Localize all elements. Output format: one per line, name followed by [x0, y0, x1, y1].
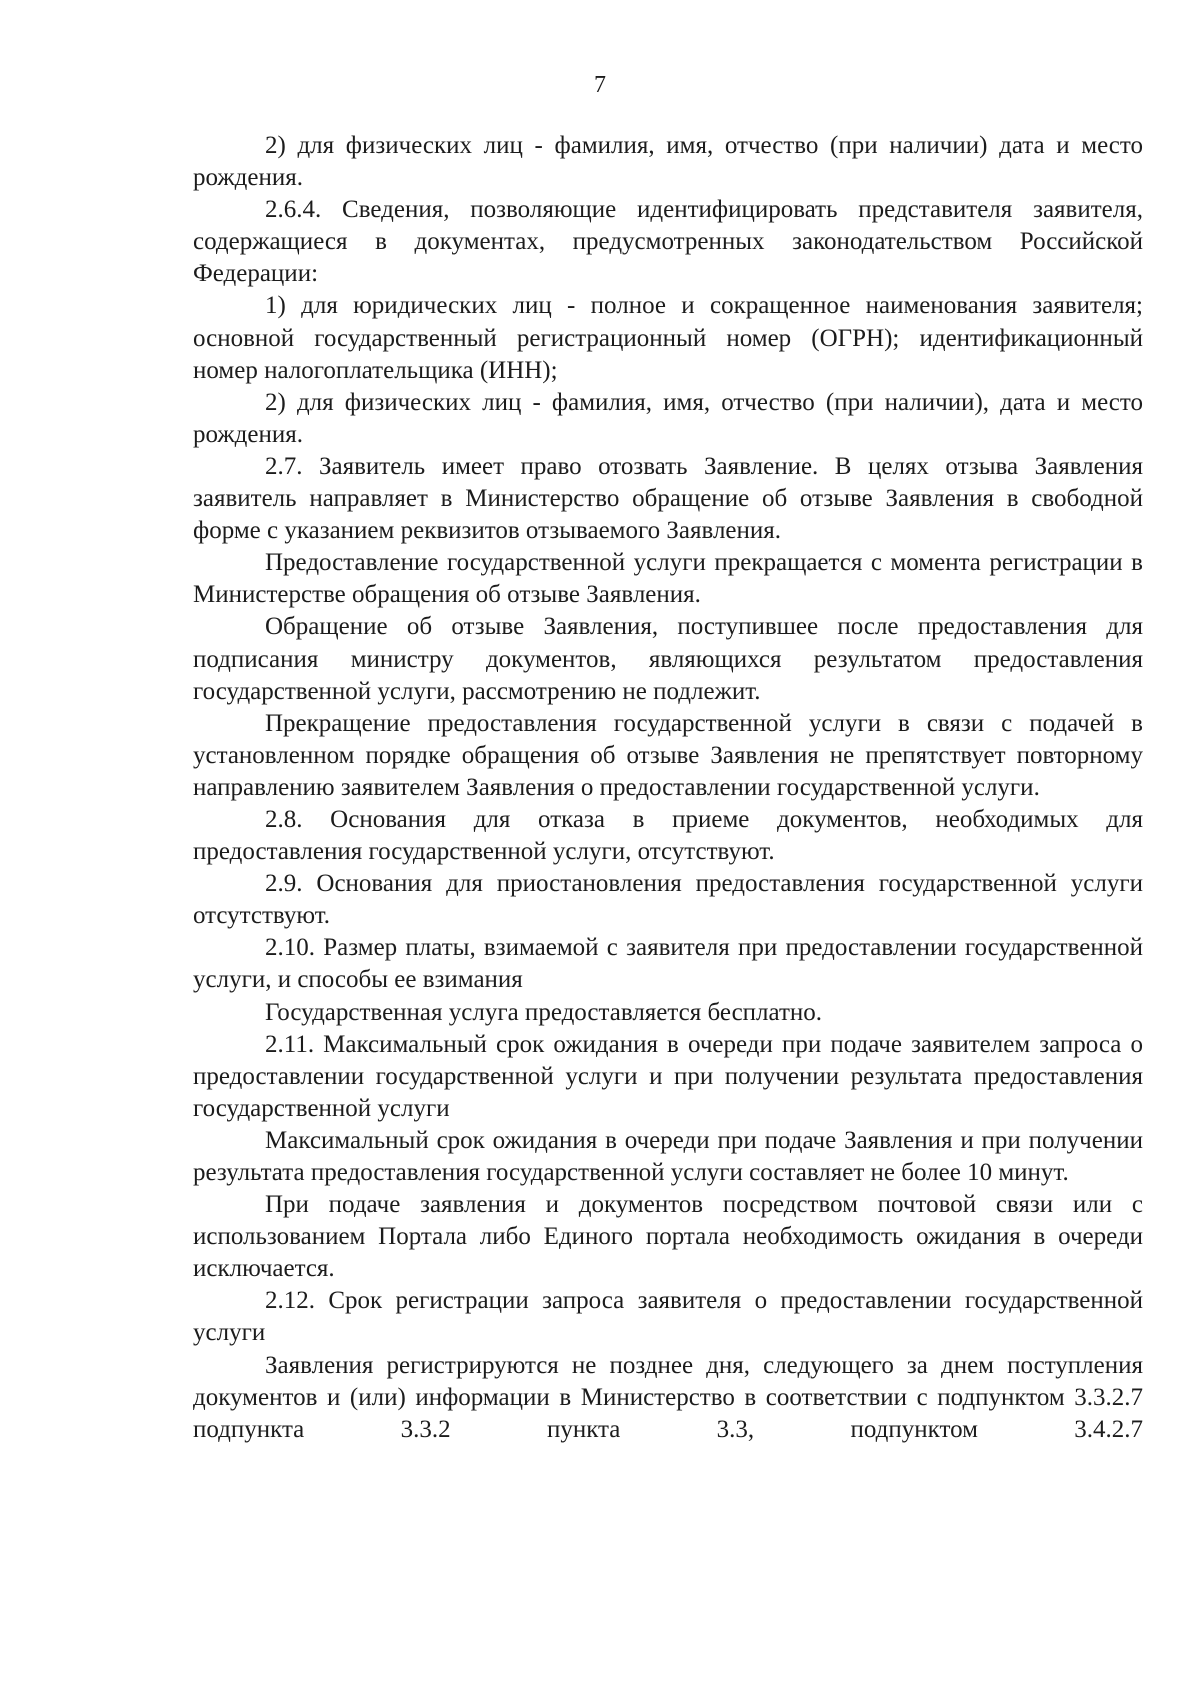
paragraph-free-service: Государственная услуга предоставляется бесплатно.: [265, 998, 823, 1026]
paragraph-max-wait-time: Максимальный срок ожидания в очереди при подаче Заявления и при получении результата предоставления государственной услуги составляет не более 10 минут.: [193, 1126, 1143, 1186]
paragraph-postal-portal: При подаче заявления и документов посредством почтовой связи или с использованием Портала либо Единого портала необходимость ожидания в очереди исключается.: [193, 1191, 1143, 1283]
paragraph-2-8: 2.8. Основания для отказа в приеме документов, необходимых для предоставления государственной услуги, отсутствуют.: [193, 805, 1143, 866]
paragraph-1-legal-entities: 1) для юридических лиц - полное и сокращенное наименования заявителя; основной государственный регистрационный номер (ОГРН); идентификационный номер налогоплательщика (ИНН);: [193, 292, 1143, 384]
paragraph-2-9: 2.9. Основания для приостановления предоставления государственной услуги отсутствуют.: [193, 870, 1143, 930]
page-number: 7: [594, 72, 606, 98]
paragraph-termination-no-obstacle: Прекращение предоставления государственной услуги в связи с подачей в установленном порядке обращения об отзыве Заявления не препятствует повторному направлению заявителем Заявления о предоставлении государственной услуги.: [193, 709, 1143, 801]
document-body: [193, 130, 1143, 1446]
paragraph-2-12: 2.12. Срок регистрации запроса заявителя о предоставлении государственной услуги: [193, 1287, 1143, 1347]
paragraph-2-6-4: 2.6.4. Сведения, позволяющие идентифицировать представителя заявителя, содержащиеся в документах, предусмотренных законодательством Российской Федерации:: [193, 196, 1143, 288]
paragraph-withdrawal-after-signing: Обращение об отзыве Заявления, поступившее после предоставления для подписания министру документов, являющихся результатом предоставления государственной услуги, рассмотрению не подлежит.: [193, 613, 1143, 705]
paragraph-service-termination: Предоставление государственной услуги прекращается с момента регистрации в Министерстве обращения об отзыве Заявления.: [193, 549, 1143, 609]
paragraph-2-10: 2.10. Размер платы, взимаемой с заявителя при предоставлении государственной услуги, и способы ее взимания: [193, 934, 1143, 994]
paragraph-registration-deadline: Заявления регистрируются не позднее дня, следующего за днем поступления документов и (или) информации в Министерство в соответствии с подпунктом 3.3.2.7 подпункта 3.3.2 пункта 3.3, подпунктом 3.4.2.7: [193, 1351, 1143, 1443]
paragraph-2-7: 2.7. Заявитель имеет право отозвать Заявление. В целях отзыва Заявления заявитель направляет в Министерство обращение об отзыве Заявления в свободной форме с указанием реквизитов отзываемого Заявления.: [193, 452, 1143, 545]
paragraph-2-individuals-rep: 2) для физических лиц - фамилия, имя, отчество (при наличии), дата и место рождения.: [193, 388, 1143, 448]
paragraph-2-individuals: 2) для физических лиц - фамилия, имя, отчество (при наличии) дата и место рождения.: [193, 132, 1143, 192]
paragraph-2-11: 2.11. Максимальный срок ожидания в очереди при подаче заявителем запроса о предоставлении государственной услуги и при получении результата предоставления государственной услуги: [193, 1030, 1143, 1122]
